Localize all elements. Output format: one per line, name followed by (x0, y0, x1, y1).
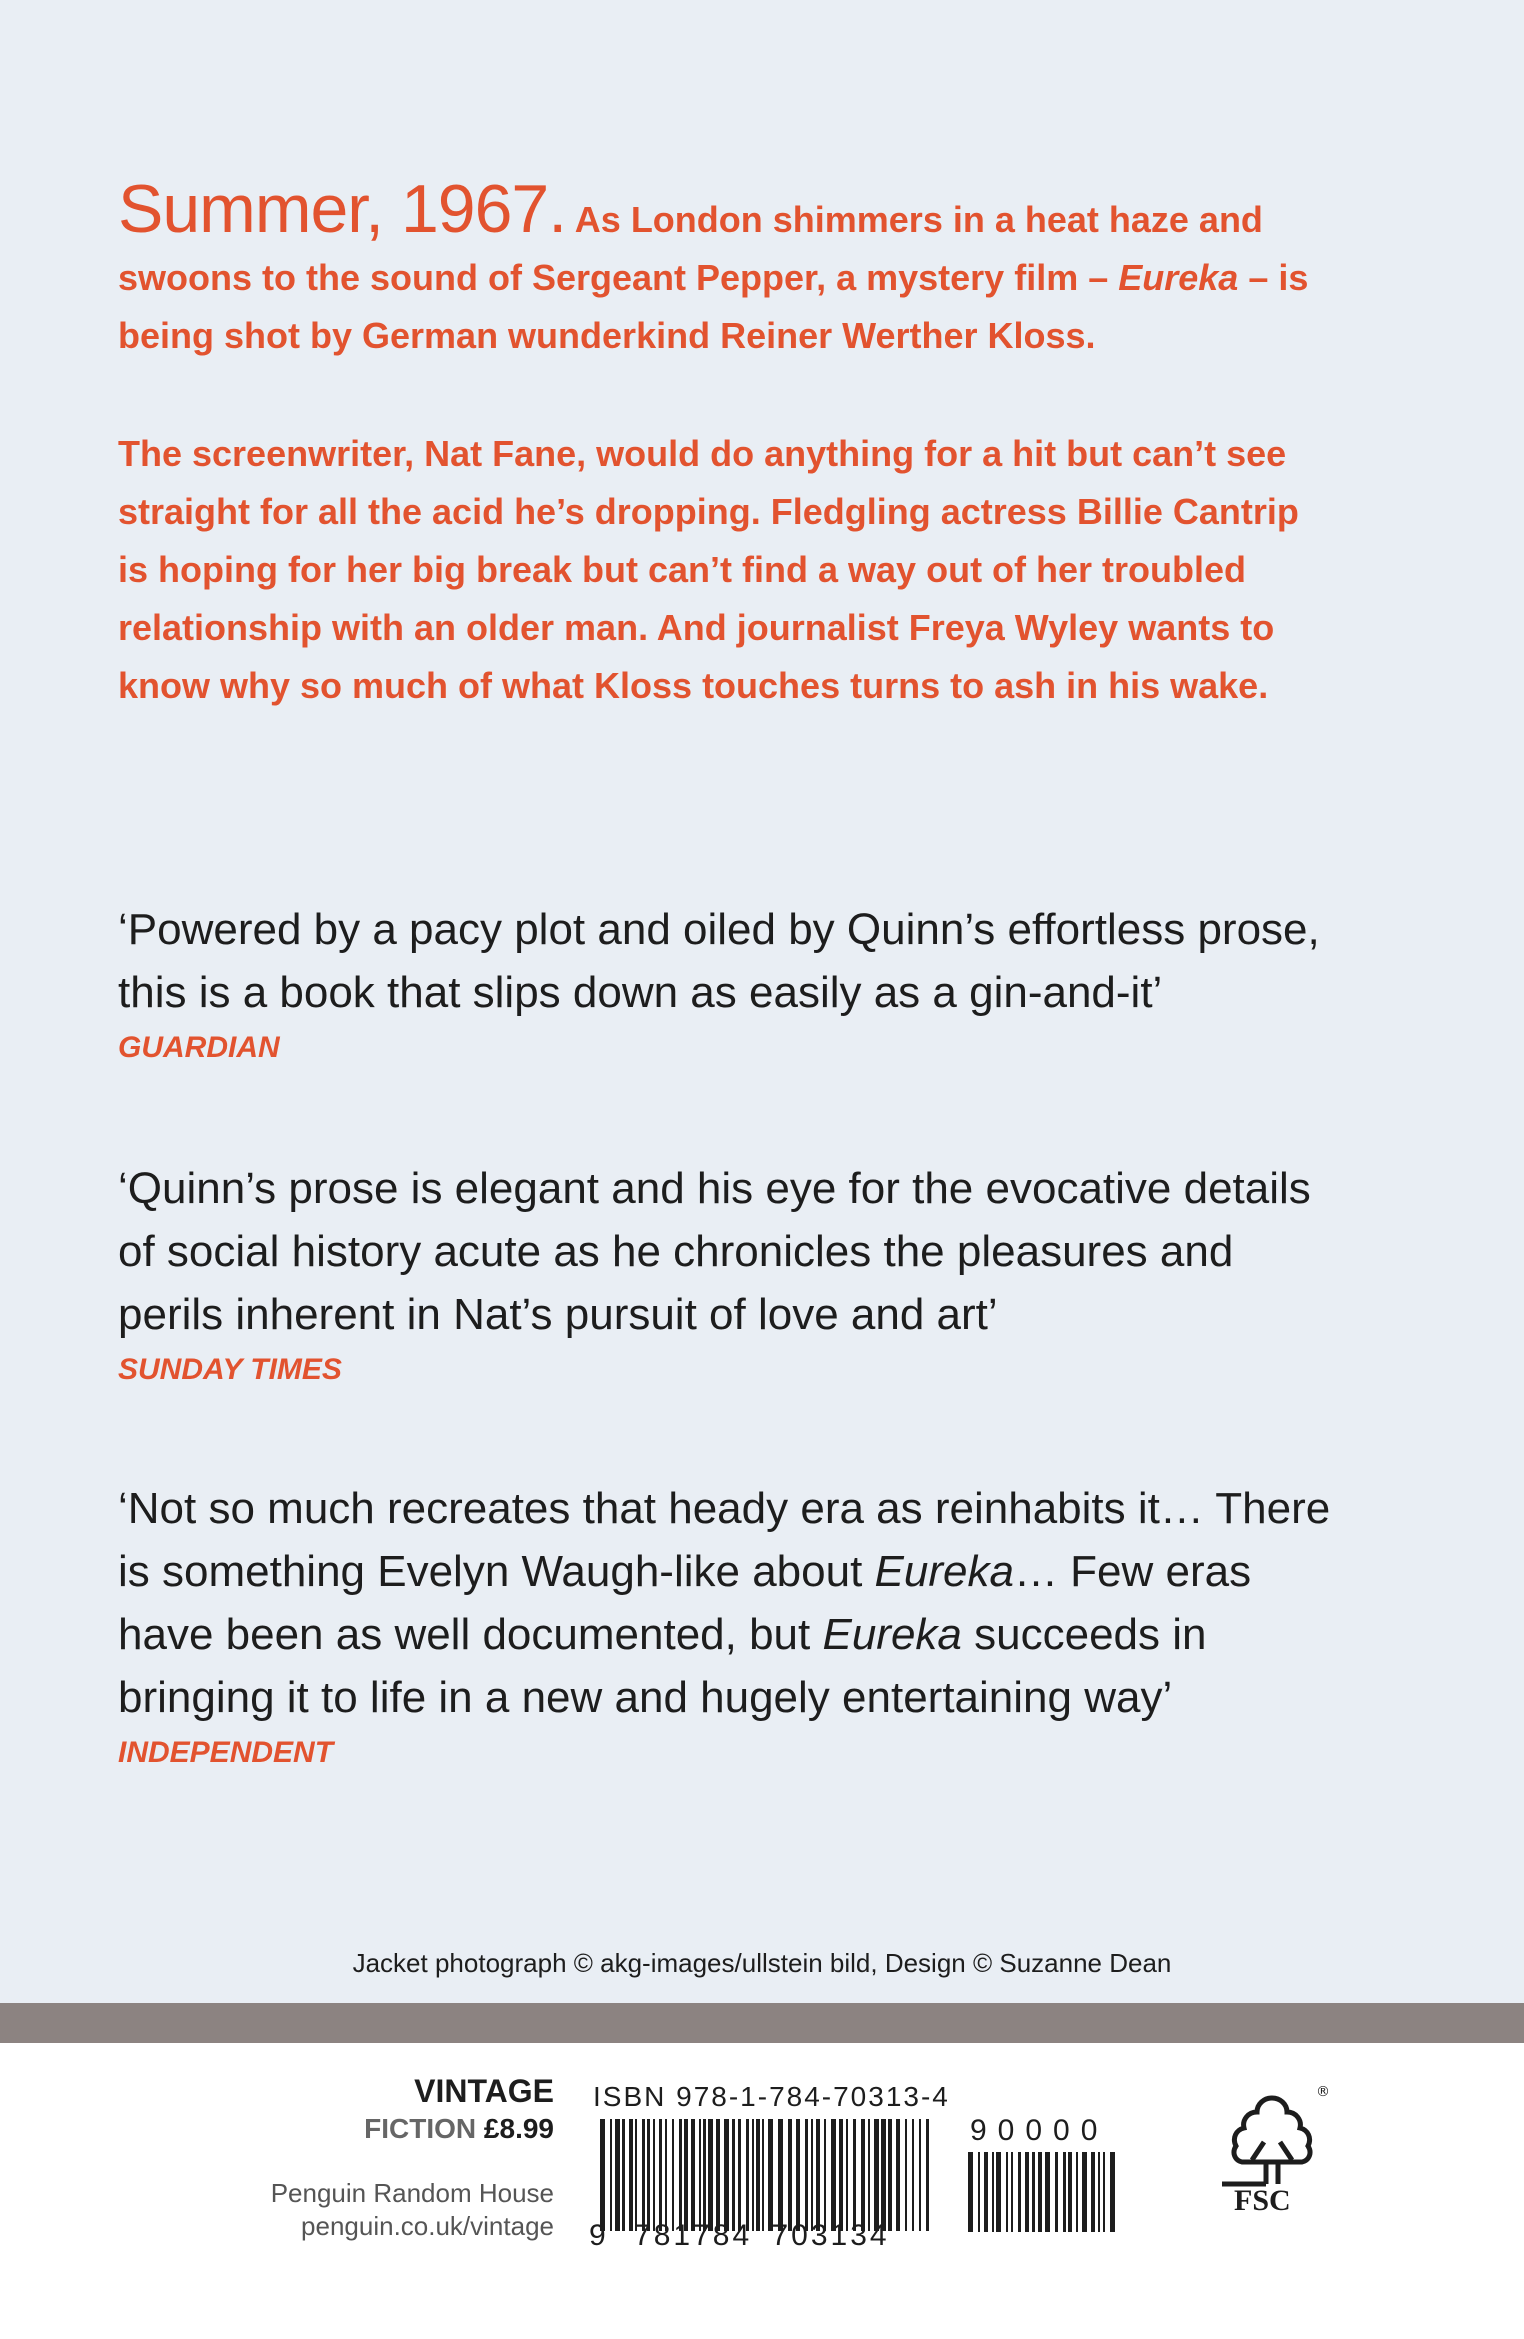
imprint-name: VINTAGE (414, 2073, 554, 2109)
barcode-bar (824, 2119, 826, 2231)
barcode-bar (896, 2119, 900, 2231)
grey-band (0, 2003, 1524, 2043)
review-quote (118, 898, 1338, 1068)
quote-fragment: ‘Not so much recreates that heady era as reinhabits it… There is something Evelyn Waugh-like about (118, 1484, 1331, 1596)
barcode-bar (610, 2119, 612, 2231)
barcode-bar (746, 2119, 749, 2231)
barcode-bar (881, 2119, 886, 2231)
barcode-bar (926, 2119, 929, 2231)
barcode-bar (665, 2119, 667, 2231)
addon-digits: 90000 (970, 2114, 1109, 2147)
blurb (118, 171, 1318, 715)
barcode-bar (831, 2119, 836, 2231)
publisher-info (271, 2073, 554, 2243)
barcode-bar (805, 2119, 808, 2231)
barcode-bar (984, 2152, 988, 2232)
barcode-bar (703, 2119, 706, 2231)
barcode-bar (659, 2119, 662, 2231)
barcode-bar (600, 2119, 605, 2231)
publisher-url: penguin.co.uk/vintage (301, 2211, 554, 2241)
quote-source: GUARDIAN (118, 1031, 280, 1064)
addon-barcode-icon (968, 2152, 1118, 2232)
barcode-bar (1025, 2152, 1029, 2232)
category: FICTION (364, 2113, 477, 2144)
isbn-label: ISBN 978-1-784-70313-4 (593, 2081, 950, 2112)
blurb-paragraph-2: The screenwriter, Nat Fane, would do anything for a hit but can’t see straight for all the acid he’s dropping. Fledgling actress Billie Cantrip is hoping for her big break but can’t find a way out of her troubled relationship with an older man. And journalist Freya Wyley wants to know why so much of what Kloss touches turns to ash in his wake. (118, 433, 1299, 706)
barcode-bar (778, 2119, 783, 2231)
quote-source: INDEPENDENT (118, 1736, 334, 1769)
barcode-bar (629, 2119, 633, 2231)
blurb-text: As London shimmers in a heat haze and swoons to the sound of Sergeant Pepper, a mystery film – (118, 199, 1263, 298)
barcode-digit-group: 703134 (771, 2219, 890, 2252)
barcode-bar (788, 2119, 792, 2231)
barcode-bar (1011, 2152, 1013, 2232)
fsc-label: FSC (1234, 2184, 1291, 2217)
barcode-bar (816, 2119, 820, 2231)
barcode-bar (846, 2119, 848, 2231)
category-price (271, 2109, 554, 2149)
barcode-bar (905, 2119, 907, 2231)
publisher-house: Penguin Random House (270, 2178, 554, 2208)
barcode-bar (1110, 2152, 1115, 2232)
barcode-bar (684, 2119, 688, 2231)
barcode-bar (756, 2119, 760, 2231)
jacket-credits: Jacket photograph © akg-images/ullstein bild, Design © Suzanne Dean (352, 1948, 1172, 1978)
barcode-bar (912, 2119, 914, 2231)
barcode-bar (796, 2119, 800, 2231)
barcode-bar (679, 2119, 682, 2231)
barcode-bar (762, 2119, 764, 2231)
blurb-paragraph-1 (118, 171, 1318, 365)
barcode-bar (1082, 2152, 1087, 2232)
quote-fragment: succeeds in bringing it to life in a new and hugely entertaining way’ (118, 1610, 1207, 1722)
barcode-bar (615, 2119, 620, 2231)
barcode-bar (1038, 2152, 1042, 2232)
barcode-bar (1055, 2152, 1058, 2232)
barcode-bar (968, 2152, 973, 2232)
quote-text: ‘Powered by a pacy plot and oiled by Quinn’s effortless prose, this is a book that slips down as easily as a gin-and-it’ (118, 905, 1320, 1017)
fsc-registered-mark: ® (1316, 2084, 1330, 2100)
barcode-bar (978, 2152, 980, 2232)
barcode-bar (647, 2119, 650, 2231)
barcode-digit-group: 781784 (634, 2219, 753, 2252)
barcode-bar (732, 2119, 735, 2231)
barcode-bar (635, 2119, 637, 2231)
barcode-bar (672, 2119, 674, 2231)
barcode-bar (874, 2119, 879, 2231)
barcode-bar (653, 2119, 655, 2231)
blurb-text: – is being shot by German wunderkind Reiner Werther Kloss. (118, 257, 1309, 356)
quote-title: Eureka (874, 1547, 1014, 1596)
review-quote (118, 1477, 1338, 1773)
barcode-bar (1032, 2152, 1035, 2232)
barcode-bar (1068, 2152, 1072, 2232)
quote-text (118, 1477, 1338, 1729)
barcode-bar (1018, 2152, 1021, 2232)
price: £8.99 (483, 2113, 554, 2144)
barcode-digits (589, 2219, 929, 2253)
barcode-bar (752, 2119, 754, 2231)
barcode-bar (724, 2119, 729, 2231)
barcode-bar (1045, 2152, 1050, 2232)
barcode-bar (1063, 2152, 1066, 2232)
barcode-bar (768, 2119, 773, 2231)
barcode-bar (992, 2152, 994, 2232)
review-quote (118, 1157, 1338, 1390)
barcode-bar (853, 2119, 856, 2231)
barcode-bar (1103, 2152, 1105, 2232)
barcode-bar (839, 2119, 843, 2231)
barcode-icon (600, 2119, 930, 2231)
barcode-bar (691, 2119, 695, 2231)
barcode-bar (738, 2119, 741, 2231)
barcode-bar (811, 2119, 813, 2231)
barcode-bar (699, 2119, 701, 2231)
barcode-bar (996, 2152, 1001, 2232)
barcode-digit-first: 9 (589, 2219, 609, 2252)
barcode-bar (716, 2119, 720, 2231)
barcode-bar (622, 2119, 625, 2231)
blurb-lead: Summer, 1967. (118, 171, 567, 247)
barcode-bar (861, 2119, 865, 2231)
quote-source: SUNDAY TIMES (118, 1353, 342, 1386)
barcode-bar (708, 2119, 713, 2231)
barcode-bar (868, 2119, 870, 2231)
quote-text: ‘Quinn’s prose is elegant and his eye for the evocative details of social history acute as he chronicles the pleasures and perils inherent in Nat’s pursuit of love and art’ (118, 1164, 1311, 1339)
barcode-bar (642, 2119, 645, 2231)
barcode-bar (1098, 2152, 1100, 2232)
quote-title: Eureka (822, 1610, 962, 1659)
film-title: Eureka (1118, 257, 1239, 298)
barcode-bar (1006, 2152, 1008, 2232)
quote-fragment: … Few eras have been as well documented, but (118, 1547, 1252, 1659)
barcode-bar (888, 2119, 892, 2231)
barcode-bar (1076, 2152, 1078, 2232)
barcode-bar (1091, 2152, 1095, 2232)
barcode-bar (919, 2119, 921, 2231)
